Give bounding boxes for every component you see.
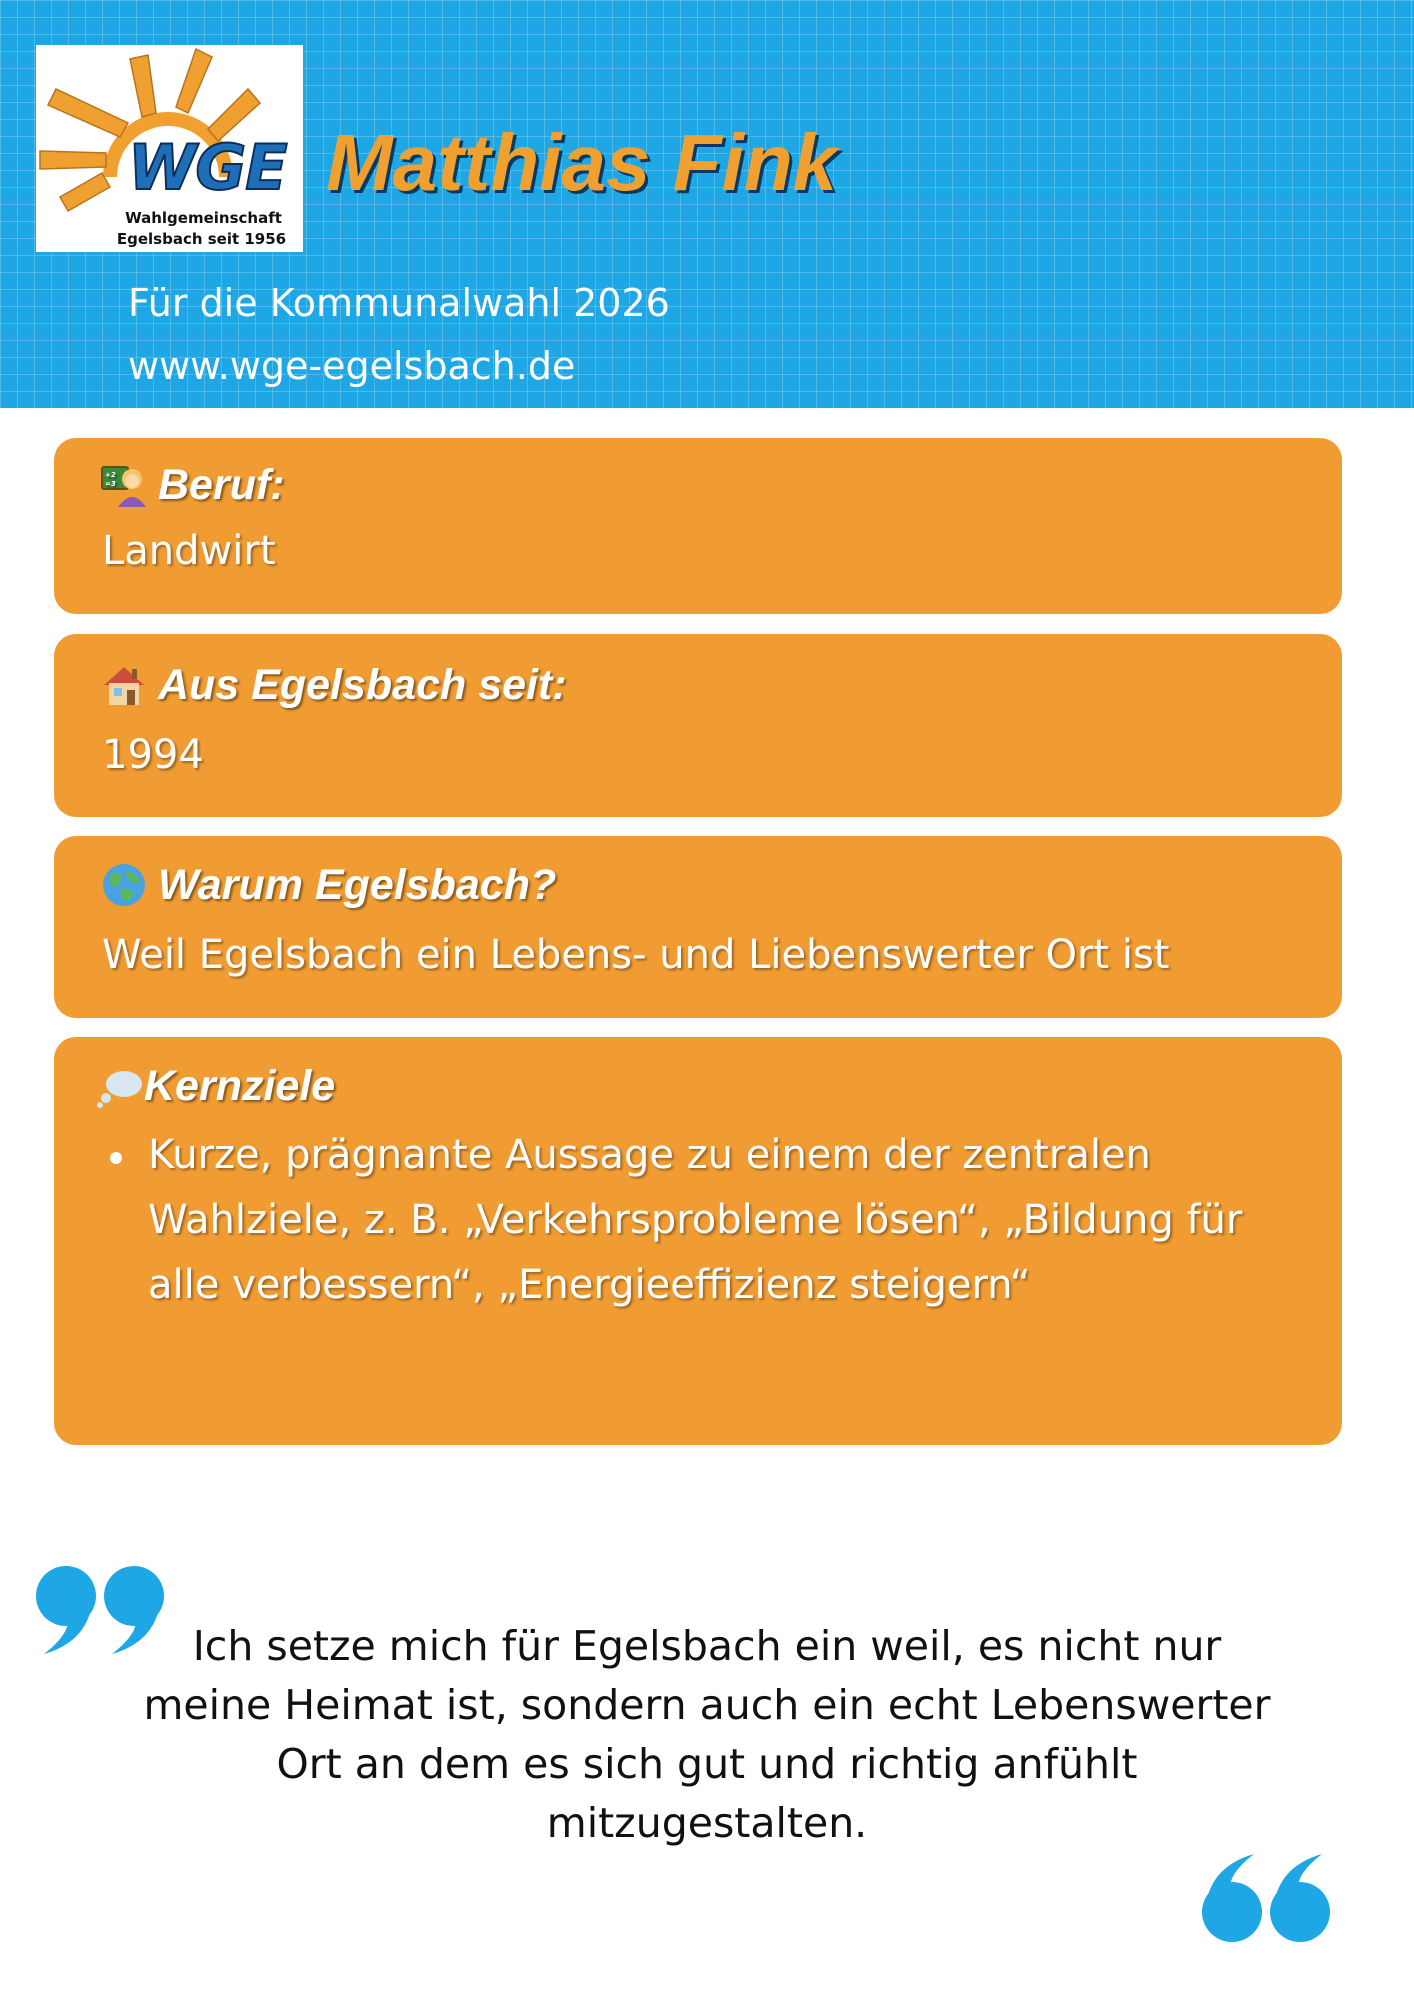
svg-text:+2: +2 bbox=[105, 471, 116, 479]
card-value-seit: 1994 bbox=[102, 732, 204, 778]
card-heading-kernziele bbox=[96, 1061, 335, 1111]
bullet-icon bbox=[110, 1152, 122, 1164]
card-heading-seit bbox=[100, 660, 567, 710]
goal-line-3: alle verbessern“, „Energieeffizienz steigern“ bbox=[148, 1262, 1031, 1308]
quote-line-4: mitzugestalten. bbox=[546, 1799, 868, 1847]
website-link[interactable]: www.wge-egelsbach.de bbox=[128, 344, 576, 388]
house-emoji-icon bbox=[100, 661, 148, 709]
logo-subtitle-1: Wahlgemeinschaft bbox=[125, 209, 282, 227]
card-heading-seit-text: Aus Egelsbach seit: bbox=[158, 661, 567, 709]
header-banner bbox=[0, 0, 1414, 408]
logo-subtitle-2: Egelsbach seit 1956 bbox=[116, 230, 287, 248]
card-heading-beruf bbox=[100, 460, 285, 510]
card-kernziele bbox=[54, 1037, 1342, 1445]
card-value-beruf: Landwirt bbox=[102, 528, 276, 574]
card-heading-warum-text: Warum Egelsbach? bbox=[158, 861, 557, 909]
teacher-emoji-icon bbox=[100, 461, 148, 509]
goal-line-2: Wahlziele, z. B. „Verkehrsprobleme lösen“, „Bildung für bbox=[148, 1197, 1243, 1243]
thought-bubble-emoji-icon bbox=[96, 1062, 144, 1110]
quote-line-2: meine Heimat ist, sondern auch ein echt Lebenswerter bbox=[143, 1681, 1271, 1729]
card-seit bbox=[54, 634, 1342, 817]
goal-line-1: Kurze, prägnante Aussage zu einem der zentralen bbox=[148, 1132, 1151, 1178]
card-beruf bbox=[54, 438, 1342, 614]
quote-text bbox=[110, 1617, 1304, 1853]
election-subtitle: Für die Kommunalwahl 2026 bbox=[128, 281, 670, 325]
goals-list bbox=[100, 1123, 1300, 1318]
globe-emoji-icon bbox=[100, 861, 148, 909]
quote-close-icon bbox=[1196, 1852, 1332, 1946]
quote-line-1: Ich setze mich für Egelsbach ein weil, es nicht nur bbox=[192, 1622, 1222, 1670]
card-heading-beruf-text: Beruf: bbox=[158, 461, 285, 509]
card-value-warum: Weil Egelsbach ein Lebens- und Liebenswerter Ort ist bbox=[102, 932, 1170, 978]
list-item bbox=[100, 1123, 1300, 1318]
candidate-name: Matthias Fink bbox=[326, 118, 838, 207]
card-warum bbox=[54, 836, 1342, 1018]
svg-text:=3: =3 bbox=[105, 480, 116, 488]
card-heading-warum bbox=[100, 860, 556, 910]
quote-line-3: Ort an dem es sich gut und richtig anfühlt bbox=[276, 1740, 1138, 1788]
wge-logo bbox=[36, 45, 303, 252]
logo-wordmark: WGE bbox=[128, 131, 287, 204]
card-heading-kernziele-text: Kernziele bbox=[144, 1062, 336, 1110]
